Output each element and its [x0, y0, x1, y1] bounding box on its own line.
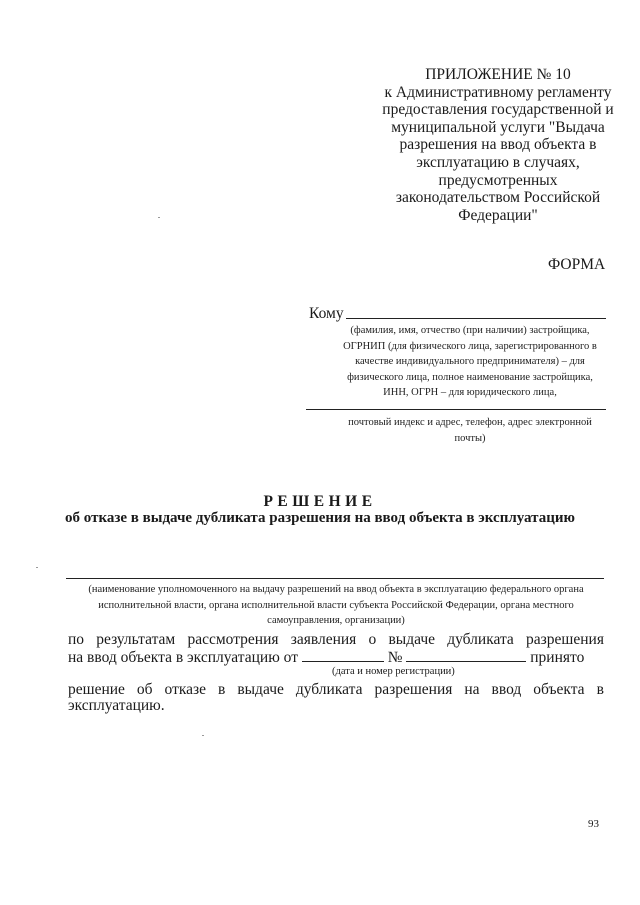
recipient-label: Кому: [309, 305, 344, 322]
hint-line: почты): [454, 432, 486, 444]
body-word: разрешения: [374, 681, 453, 698]
body-word: заявления: [290, 631, 357, 648]
hint-line: самоуправления, организации): [267, 615, 405, 626]
authority-hint: [66, 582, 606, 629]
body-word: разрешения: [526, 631, 604, 648]
appendix-header: [372, 66, 624, 224]
body-word: по: [68, 631, 85, 648]
body-text: принято: [530, 649, 585, 666]
appendix-line: законодательством Российской: [395, 189, 601, 207]
body-word: выдаче: [237, 681, 284, 698]
body-line-4: эксплуатацию.: [68, 697, 165, 714]
body-word: ввод: [491, 681, 522, 698]
authority-name-line: [66, 578, 604, 579]
hint-line: качестве индивидуального предпринимателя) – для: [355, 356, 585, 367]
body-word: дубликата: [295, 681, 363, 698]
body-word: в: [218, 681, 226, 698]
number-fill-line: [406, 648, 526, 662]
number-sign: №: [387, 649, 403, 666]
body-word: на: [464, 681, 480, 698]
appendix-line: ПРИЛОЖЕНИЕ № 10: [425, 66, 571, 83]
appendix-line: Федерации": [458, 206, 538, 224]
scan-speck: [202, 735, 204, 736]
scan-speck: [158, 217, 160, 218]
recipient-hint: [332, 323, 608, 401]
body-word: отказе: [164, 681, 207, 698]
body-word: в: [596, 681, 604, 698]
recipient-name-line: [346, 318, 606, 319]
appendix-line: предусмотренных: [438, 171, 558, 189]
body-word: решение: [68, 681, 125, 698]
body-line-2: [68, 648, 604, 667]
body-line-1: [68, 631, 604, 649]
recipient-address-line: [306, 409, 606, 410]
body-word: рассмотрения: [187, 631, 279, 648]
hint-line: физического лица, полное наименование застройщика,: [347, 371, 593, 383]
recipient-address-hint: [332, 415, 608, 446]
hint-line: ОГРНИП (для физического лица, зарегистрированного в: [343, 340, 597, 352]
appendix-line: разрешения на ввод объекта в: [399, 136, 597, 154]
body-word: о: [368, 631, 377, 648]
decision-title: РЕШЕНИЕ: [263, 493, 377, 510]
hint-line: исполнительной власти, органа исполнительной власти субъекта Российской Федерации, органа местного: [98, 599, 574, 611]
body-word: об: [136, 681, 153, 698]
hint-line: ИНН, ОГРН – для юридического лица,: [383, 387, 557, 398]
appendix-line: эксплуатацию в случаях,: [416, 153, 580, 171]
registration-hint: (дата и номер регистрации): [332, 666, 455, 677]
scan-speck: [36, 567, 38, 568]
body-word: результатам: [96, 631, 176, 648]
body-word: объекта: [533, 681, 585, 698]
appendix-line: к Административному регламенту: [384, 83, 612, 101]
hint-line: (фамилия, имя, отчество (при наличии) застройщика,: [350, 325, 590, 336]
date-fill-line: [302, 648, 384, 662]
hint-line: почтовый индекс и адрес, телефон, адрес электронной: [348, 417, 592, 428]
decision-subtitle: об отказе в выдаче дубликата разрешения на ввод объекта в эксплуатацию: [65, 510, 575, 526]
appendix-line: муниципальной услуги "Выдача: [391, 118, 605, 136]
hint-line: (наименование уполномоченного на выдачу разрешений на ввод объекта в эксплуатацию федерального органа: [88, 584, 584, 595]
body-text: на ввод объекта в эксплуатацию от: [68, 649, 298, 666]
form-label: ФОРМА: [548, 256, 606, 273]
appendix-line: предоставления государственной и: [382, 101, 614, 119]
body-word: дубликата: [447, 631, 514, 648]
body-word: выдаче: [388, 631, 436, 648]
page-number: 93: [588, 818, 599, 830]
